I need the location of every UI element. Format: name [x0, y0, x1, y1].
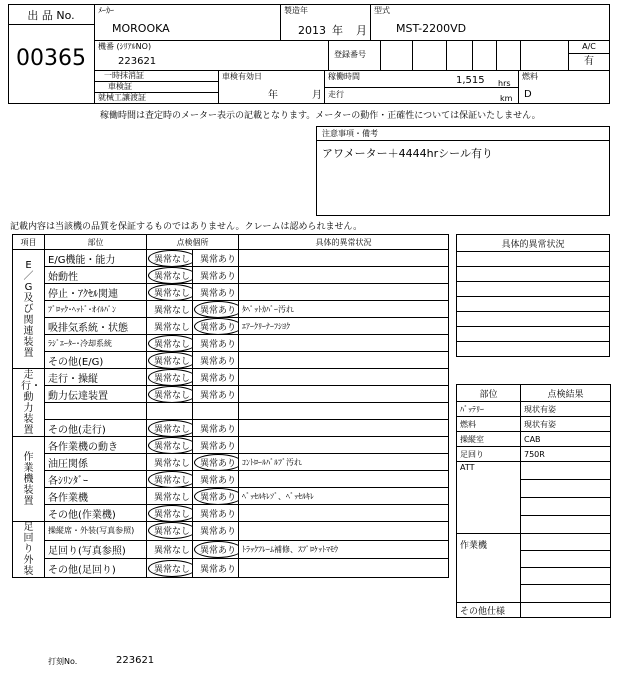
no-issue-mark: 異常なし — [150, 337, 193, 350]
detail-cell: ﾍﾞｯｾﾙｷﾚｿﾞ、ﾍﾞｯｾﾙｷﾚ — [239, 488, 449, 505]
result-value: CAB — [521, 432, 611, 447]
no-issue-mark: 異常なし — [154, 545, 191, 556]
registration-label: 登録番号 — [334, 50, 366, 59]
issue-mark: 異常あり — [196, 490, 239, 503]
result-part: ﾊﾞｯﾃﾘｰ — [457, 402, 521, 417]
part-cell: 各作業機 — [45, 488, 147, 505]
year-value: 2013 — [298, 24, 326, 37]
inspection-month-unit: 月 — [312, 90, 322, 101]
no-issue-mark: 異常なし — [150, 422, 193, 435]
detail-cell — [239, 284, 449, 301]
issue-mark: 異常あり — [200, 424, 237, 435]
no-issue-mark: 異常なし — [150, 524, 193, 537]
detail-cell — [239, 522, 449, 541]
fuel-label: 燃料 — [522, 72, 538, 81]
year-label: 製造年 — [284, 6, 308, 15]
issue-mark: 異常あり — [200, 373, 237, 384]
lot-number-value: 00365 — [16, 46, 86, 71]
part-cell: 足回り(写真参照) — [45, 540, 147, 559]
issue-mark: 異常あり — [200, 441, 237, 452]
no-issue-mark: 異常なし — [150, 562, 193, 575]
model-label: 型式 — [374, 6, 390, 15]
vehicle-cert-label: 車検証 — [108, 82, 132, 91]
right-detail-header: 具体的異常状況 — [457, 235, 610, 252]
part-cell: その他(作業機) — [45, 505, 147, 522]
result-value: 現状有姿 — [521, 417, 611, 432]
issue-mark: 異常あり — [200, 564, 237, 575]
table-row — [13, 335, 449, 352]
part-cell: 動力伝達装置 — [45, 386, 147, 403]
detail-cell — [239, 559, 449, 578]
mileage-label: 走行 — [328, 90, 344, 99]
table-row — [13, 250, 449, 267]
table-row — [13, 505, 449, 522]
result-part: 足回り — [457, 447, 521, 462]
result-row — [457, 402, 611, 417]
table-row — [13, 284, 449, 301]
att-label: ATT — [457, 462, 521, 534]
part-cell: 操縦席・外装(写真参照) — [45, 522, 147, 541]
issue-mark: 異常あり — [200, 527, 237, 538]
table-row — [13, 386, 449, 403]
issue-mark: 異常あり — [200, 339, 237, 350]
results-col-result: 点検結果 — [521, 385, 611, 402]
detail-cell — [239, 335, 449, 352]
detail-cell: ｴｱｰｸﾘｰﾅｰﾌｼﾖｸ — [239, 318, 449, 335]
table-row — [13, 437, 449, 454]
col-points: 点検個所 — [147, 235, 239, 250]
detail-cell — [239, 369, 449, 386]
issue-mark: 異常あり — [200, 509, 237, 520]
category-cell: 走行・動力装置 — [13, 369, 45, 437]
result-value: 現状有姿 — [521, 402, 611, 417]
result-value: 750R — [521, 447, 611, 462]
issue-mark: 異常あり — [200, 271, 237, 282]
part-cell: 停止・ｱｸｾﾙ関連 — [45, 284, 147, 301]
issue-mark: 異常あり — [196, 303, 239, 316]
inspection-expiry-label: 車検有効日 — [222, 72, 262, 81]
no-issue-mark: 異常なし — [150, 354, 193, 367]
no-issue-mark: 異常なし — [150, 507, 193, 520]
table-row — [13, 318, 449, 335]
no-issue-mark: 異常なし — [150, 286, 193, 299]
issue-mark: 異常あり — [196, 456, 239, 469]
category-cell: E／G及び関連装置 — [13, 250, 45, 369]
no-issue-mark: 異常なし — [154, 492, 191, 503]
detail-cell — [239, 250, 449, 267]
issue-mark: 異常あり — [196, 320, 239, 333]
issue-mark: 異常あり — [200, 390, 237, 401]
ac-label: A/C — [582, 42, 596, 51]
issue-mark: 異常あり — [200, 356, 237, 367]
other-spec-label: その他仕様 — [457, 603, 521, 618]
issue-mark: 異常あり — [200, 475, 237, 486]
month-unit: 月 — [356, 24, 367, 37]
no-issue-mark: 異常なし — [150, 371, 193, 384]
table-row — [13, 540, 449, 559]
notes-text: アワメーター＋4444hrシール有り — [322, 147, 493, 160]
part-cell: ﾗｼﾞｴｰﾀｰ･冷却系統 — [45, 335, 147, 352]
hours-notice: 稼働時間は査定時のメーター表示の記載となります。メーターの動作・正確性については保証いたしません。 — [100, 111, 541, 121]
no-issue-mark: 異常なし — [154, 458, 191, 469]
category-cell: 足回り外装 — [13, 522, 45, 578]
table-row — [13, 403, 449, 420]
right-detail-table — [456, 234, 610, 357]
part-cell — [45, 403, 147, 420]
detail-cell — [239, 505, 449, 522]
part-cell: E/G機能・能力 — [45, 250, 147, 267]
table-row — [13, 301, 449, 318]
col-item: 項目 — [13, 235, 45, 250]
ac-value: 有 — [584, 56, 594, 67]
col-part: 部位 — [45, 235, 147, 250]
part-cell: その他(走行) — [45, 420, 147, 437]
detail-cell — [239, 437, 449, 454]
stamp-value: 223621 — [116, 655, 155, 666]
part-cell: 吸排気系統・状態 — [45, 318, 147, 335]
no-issue-mark: 異常なし — [150, 269, 193, 282]
temp-cert-label: 一時抹消証 — [104, 71, 144, 80]
result-row — [457, 432, 611, 447]
results-table — [456, 384, 611, 618]
year-unit: 年 — [332, 24, 343, 37]
fuel-value: D — [524, 89, 532, 100]
category-cell: 作業機装置 — [13, 437, 45, 522]
part-cell: 各作業機の動き — [45, 437, 147, 454]
lot-number-label: 出 品 No. — [27, 9, 75, 22]
table-row — [13, 420, 449, 437]
transfer-cert-label: 就械工讓渡証 — [98, 93, 146, 102]
hours-unit: hrs — [498, 79, 511, 88]
stamp-label: 打刻No. — [48, 657, 78, 666]
table-row — [13, 352, 449, 369]
part-cell: ﾌﾞﾛｯｸ･ﾍｯﾄﾞ･ｵｲﾙﾊﾟﾝ — [45, 301, 147, 318]
table-row — [13, 488, 449, 505]
hours-label: 稼働時間 — [328, 72, 360, 81]
no-issue-mark: 異常なし — [150, 473, 193, 486]
work-machine-label: 作業機 — [457, 534, 521, 603]
table-row — [13, 454, 449, 471]
table-row — [13, 369, 449, 386]
issue-mark: 異常あり — [196, 543, 239, 556]
result-row — [457, 447, 611, 462]
detail-cell — [239, 420, 449, 437]
serial-label: 機番 (ｼﾘｱﾙNO) — [98, 42, 152, 51]
serial-value: 223621 — [118, 56, 157, 67]
part-cell: 各ｼﾘﾝﾀﾞｰ — [45, 471, 147, 488]
part-cell: 油圧関係 — [45, 454, 147, 471]
detail-cell — [239, 386, 449, 403]
col-detail: 具体的異常状況 — [239, 235, 449, 250]
detail-cell: ｺﾝﾄﾛｰﾙﾊﾞﾙﾌﾞ汚れ — [239, 454, 449, 471]
inspection-year-unit: 年 — [268, 90, 278, 101]
detail-cell — [239, 403, 449, 420]
maker-label: ﾒｰｶｰ — [98, 6, 114, 15]
mileage-unit: km — [500, 94, 513, 103]
detail-cell: ﾀﾍﾟｯﾄｶﾊﾞｰ汚れ — [239, 301, 449, 318]
quality-notice: 記載内容は当該機の品質を保証するものではありません。クレームは認められません。 — [10, 222, 363, 232]
result-part: 燃料 — [457, 417, 521, 432]
part-cell: 始動性 — [45, 267, 147, 284]
issue-mark: 異常あり — [200, 254, 237, 265]
notes-label: 注意事項・備考 — [322, 129, 378, 138]
result-part: 操縦室 — [457, 432, 521, 447]
no-issue-mark: 異常なし — [150, 439, 193, 452]
table-row — [13, 267, 449, 284]
hours-value: 1,515 — [456, 75, 485, 86]
detail-cell — [239, 352, 449, 369]
part-cell: その他(E/G) — [45, 352, 147, 369]
table-row — [13, 471, 449, 488]
part-cell: その他(足回り) — [45, 559, 147, 578]
no-issue-mark: 異常なし — [154, 322, 191, 333]
issue-mark: 異常あり — [200, 288, 237, 299]
no-issue-mark: 異常なし — [150, 252, 193, 265]
table-row — [13, 522, 449, 541]
maker-value: MOROOKA — [112, 22, 170, 35]
result-row — [457, 417, 611, 432]
no-issue-mark: 異常なし — [150, 388, 193, 401]
detail-cell — [239, 267, 449, 284]
inspection-table — [12, 234, 449, 578]
detail-cell: ﾄﾗｯｸﾌﾚｰﾑ補修、ｽﾌﾟﾛｹｯﾄﾏﾓｳ — [239, 540, 449, 559]
results-col-part: 部位 — [457, 385, 521, 402]
table-row — [13, 559, 449, 578]
part-cell: 走行・操縦 — [45, 369, 147, 386]
model-value: MST-2200VD — [396, 22, 467, 35]
detail-cell — [239, 471, 449, 488]
no-issue-mark: 異常なし — [154, 305, 191, 316]
